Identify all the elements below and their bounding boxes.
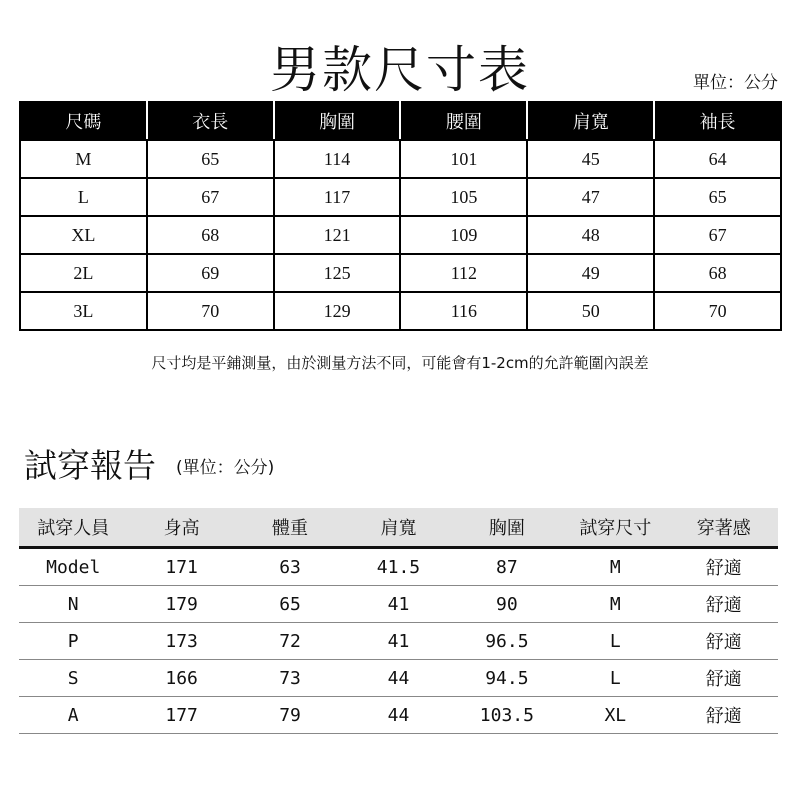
fit-cell: Model: [19, 548, 127, 586]
fit-cell: 44: [344, 660, 452, 697]
fit-report-row: [19, 623, 778, 660]
fit-cell: M: [561, 586, 669, 623]
fit-cell: 舒適: [670, 548, 778, 586]
size-header-cell: 衣長: [147, 102, 274, 140]
size-cell: 48: [527, 216, 654, 254]
size-cell: 121: [274, 216, 401, 254]
size-cell: 112: [400, 254, 527, 292]
fit-cell: 41: [344, 586, 452, 623]
size-cell: 125: [274, 254, 401, 292]
size-header-cell: 尺碼: [20, 102, 147, 140]
size-chart-row: [20, 178, 781, 216]
fit-cell: 舒適: [670, 623, 778, 660]
size-cell: 70: [147, 292, 274, 330]
fit-cell: 41.5: [344, 548, 452, 586]
measurement-note: 尺寸均是平鋪測量，由於測量方法不同，可能會有1-2cm的允許範圍內誤差: [151, 354, 649, 372]
size-cell: 65: [147, 140, 274, 178]
fit-report-row: [19, 586, 778, 623]
size-cell: L: [20, 178, 147, 216]
fit-cell: 179: [127, 586, 235, 623]
fit-cell: 72: [236, 623, 344, 660]
fit-cell: 舒適: [670, 586, 778, 623]
fit-cell: 103.5: [453, 697, 561, 734]
size-header-cell: 肩寬: [527, 102, 654, 140]
size-cell: 65: [654, 178, 781, 216]
size-cell: 67: [147, 178, 274, 216]
fit-header-cell: 試穿人員: [19, 508, 127, 548]
size-cell: 69: [147, 254, 274, 292]
size-cell: 50: [527, 292, 654, 330]
fit-cell: 173: [127, 623, 235, 660]
fit-cell: 65: [236, 586, 344, 623]
size-chart-row: [20, 292, 781, 330]
size-cell: 109: [400, 216, 527, 254]
fit-cell: 44: [344, 697, 452, 734]
fit-cell: 177: [127, 697, 235, 734]
fit-cell: M: [561, 548, 669, 586]
fit-cell: XL: [561, 697, 669, 734]
fit-header-cell: 試穿尺寸: [561, 508, 669, 548]
size-cell: 116: [400, 292, 527, 330]
size-cell: 129: [274, 292, 401, 330]
fit-header-cell: 肩寬: [344, 508, 452, 548]
size-cell: 49: [527, 254, 654, 292]
fit-report-header-row: [19, 508, 778, 548]
fit-cell: 63: [236, 548, 344, 586]
size-cell: 114: [274, 140, 401, 178]
fit-header-cell: 體重: [236, 508, 344, 548]
size-cell: 70: [654, 292, 781, 330]
fit-cell: 舒適: [670, 697, 778, 734]
size-header-cell: 胸圍: [274, 102, 401, 140]
size-cell: 3L: [20, 292, 147, 330]
size-chart-row: [20, 216, 781, 254]
size-chart-table: [19, 101, 782, 331]
fit-cell: 79: [236, 697, 344, 734]
fit-cell: N: [19, 586, 127, 623]
size-chart-header-row: [20, 102, 781, 140]
size-cell: 105: [400, 178, 527, 216]
fit-cell: 171: [127, 548, 235, 586]
fit-cell: L: [561, 660, 669, 697]
fit-cell: 41: [344, 623, 452, 660]
size-chart-unit: 單位：公分: [693, 73, 778, 93]
fit-cell: 96.5: [453, 623, 561, 660]
fit-cell: S: [19, 660, 127, 697]
size-cell: 68: [654, 254, 781, 292]
fit-cell: P: [19, 623, 127, 660]
fit-report-title: 試穿報告: [24, 446, 156, 485]
fit-report-row: [19, 697, 778, 734]
size-cell: 101: [400, 140, 527, 178]
size-cell: 45: [527, 140, 654, 178]
fit-cell: 87: [453, 548, 561, 586]
fit-cell: 90: [453, 586, 561, 623]
size-cell: 68: [147, 216, 274, 254]
size-cell: 64: [654, 140, 781, 178]
fit-report-row: [19, 548, 778, 586]
size-cell: 47: [527, 178, 654, 216]
size-chart-row: [20, 140, 781, 178]
fit-cell: 166: [127, 660, 235, 697]
fit-header-cell: 穿著感: [670, 508, 778, 548]
size-chart-title: 男款尺寸表: [270, 41, 530, 99]
size-cell: 2L: [20, 254, 147, 292]
fit-cell: L: [561, 623, 669, 660]
size-header-cell: 腰圍: [400, 102, 527, 140]
size-cell: 67: [654, 216, 781, 254]
size-cell: XL: [20, 216, 147, 254]
size-cell: M: [20, 140, 147, 178]
fit-cell: A: [19, 697, 127, 734]
fit-header-cell: 胸圍: [453, 508, 561, 548]
fit-cell: 73: [236, 660, 344, 697]
fit-report-table: [19, 508, 778, 734]
size-chart-row: [20, 254, 781, 292]
fit-cell: 舒適: [670, 660, 778, 697]
size-cell: 117: [274, 178, 401, 216]
fit-report-unit: (單位：公分): [176, 458, 275, 478]
size-header-cell: 袖長: [654, 102, 781, 140]
fit-header-cell: 身高: [127, 508, 235, 548]
fit-report-row: [19, 660, 778, 697]
fit-cell: 94.5: [453, 660, 561, 697]
